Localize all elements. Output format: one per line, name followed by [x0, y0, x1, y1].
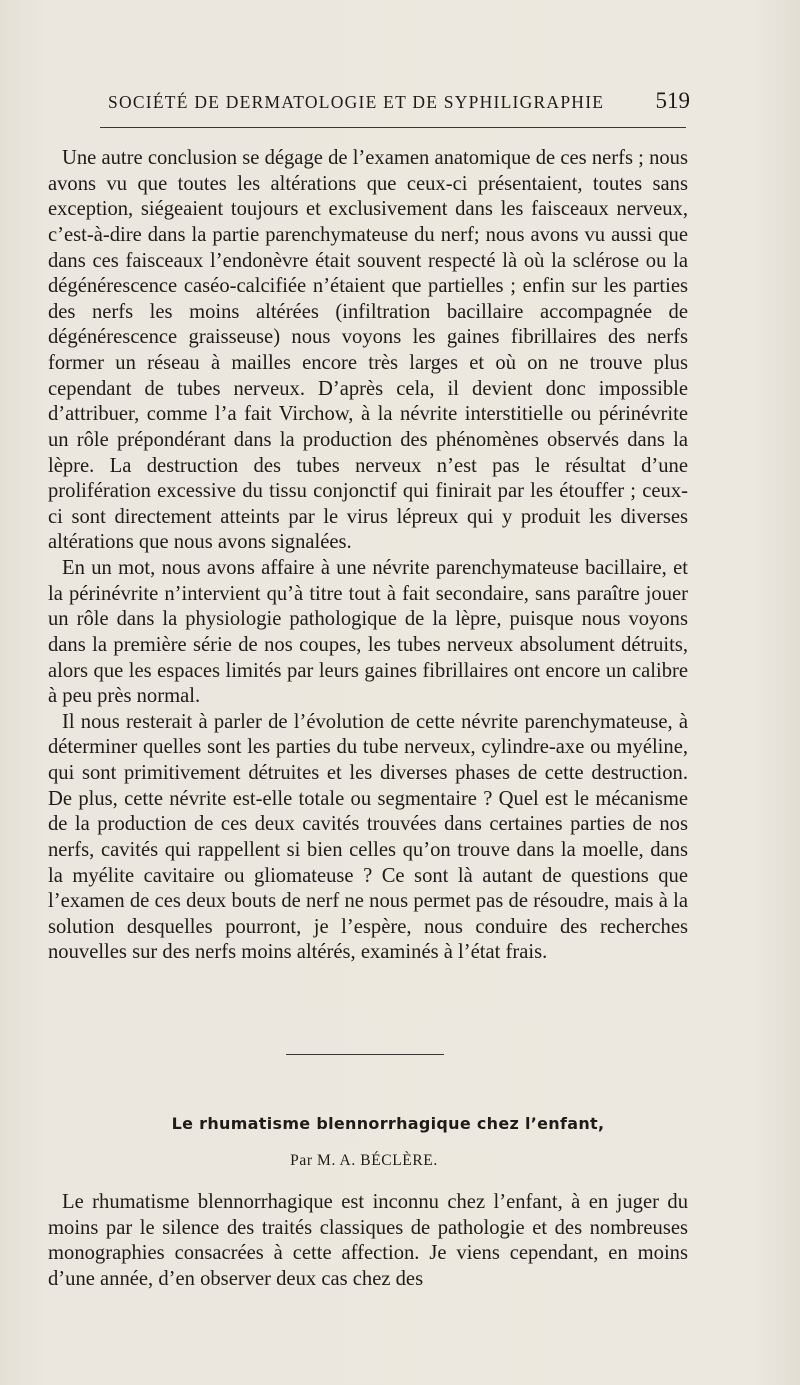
header-rule [100, 127, 686, 128]
paragraph: En un mot, nous avons affaire à une névrite parenchymateuse bacillaire, et la périnévrite n’intervient qu’à titre tout à fait secondaire, sans paraître jouer un rôle dans la physiologie pathologique de la lèpre, puisque nous voyons dans la première série de nos coupes, les tubes nerveux absolument détruits, alors que les espaces limités par leurs gaines fibrillaires ont encore un calibre à peu près normal. [48, 557, 688, 708]
section-separator [286, 1054, 444, 1055]
paragraph: Le rhumatisme blennorrhagique est inconnu chez l’enfant, à en juger du moins par le silence des traités classiques de pathologie et des nombreuses monographies consacrées à cette affection. Je viens cependant, en moins d’une année, d’en observer deux cas chez des [48, 1191, 688, 1290]
article-title: Le rhumatisme blennorrhagique chez l’enfant, [171, 1114, 605, 1133]
running-head [108, 88, 690, 118]
paragraph: Une autre conclusion se dégage de l’examen anatomique de ces nerfs ; nous avons vu que toutes les altérations que ceux-ci présentaient, toutes sans exception, siégeaient toujours et exclusivement dans les faisceaux nerveux, c’est-à-dire dans la partie parenchymateuse du nerf; nous avons vu aussi que dans ces faisceaux l’endonèvre était souvent respecté là où la sclérose ou la dégénérescence caséo-calcifiée n’étaient que partielles ; enfin sur les parties des nerfs les moins altérées (infiltration bacillaire accompagnée de dégénérescence graisseuse) nous voyons les gaines fibrillaires des nerfs former un réseau à mailles encore très larges et où on ne trouve plus cependant de tubes nerveux. D’après cela, il devient donc impossible d’attribuer, comme l’a fait Virchow, à la névrite interstitielle ou périnévrite un rôle prépondérant dans la production des phénomènes observés dans la lèpre. La destruction des tubes nerveux n’est pas le résultat d’une prolifération excessive du tissu conjonctif qui finirait par les étouffer ; ceux-ci sont directement atteints par le virus lépreux qui y produit les diverses altérations que nous avons signalées. [48, 147, 688, 554]
running-title: SOCIÉTÉ DE DERMATOLOGIE ET DE SYPHILIGRAPHIE [108, 92, 605, 112]
body-section-2 [48, 1190, 688, 1293]
article-byline: Par M. A. BÉCLÈRE. [290, 1152, 438, 1169]
paragraph: Il nous resterait à parler de l’évolution de cette névrite parenchymateuse, à déterminer quelles sont les parties du tube nerveux, cylindre-axe ou myéline, qui sont primitivement détruites et les diverses phases de cette destruction. De plus, cette névrite est-elle totale ou segmentaire ? Quel est le mécanisme de la production de ces deux cavités trouvées dans certaines parties de nos nerfs, cavités qui rappellent si bien celles qu’on trouve dans la moelle, dans la myélite cavitaire ou gliomateuse ? Ce sont là autant de questions que l’examen de ces deux bouts de nerf ne nous permet pas de résoudre, mais à la solution desquelles pourront, je l’espère, nous conduire des recherches nouvelles sur des nerfs moins altérés, examinés à l’état frais. [48, 710, 688, 964]
page-number: 519 [655, 88, 690, 113]
body-section-1 [48, 146, 688, 966]
